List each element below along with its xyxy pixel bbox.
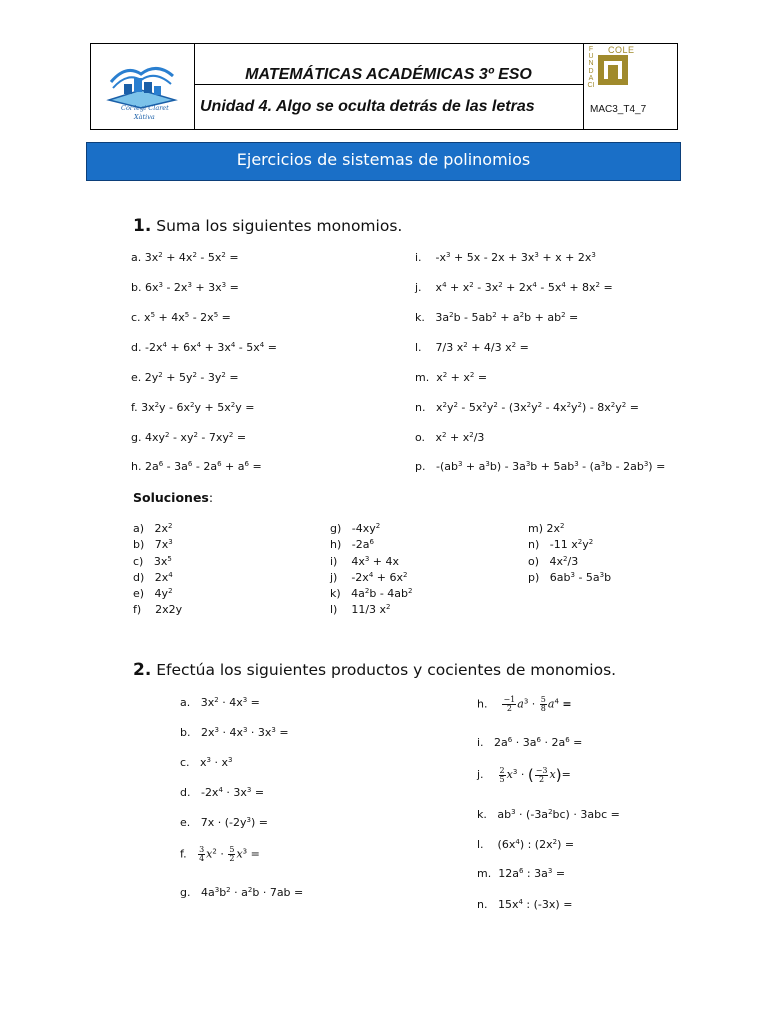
exercise-j: j. $x^4 + x^2 - 3x^2 + 2x^4 - 5x^4 + 8x^2$ = (415, 281, 613, 294)
product-c: c. $x^3 \cdot x^3$ (180, 756, 233, 769)
exercise-e: e. $2y^2 + 5y^2 - 3y^2$ = (131, 371, 239, 384)
solution-f: f) 2x2y (133, 603, 183, 617)
exercise-l: l. 7/3 $x^2 + 4/3$ $x^2$ = (415, 341, 529, 354)
product-k: k. $ab^3 \cdot (-3a^2bc) \cdot 3abc$ = (477, 808, 620, 821)
product-a: a. $3x^2 \cdot 4x^3$ = (180, 696, 260, 709)
solution-l: l) 11/3 $x^2$ (330, 603, 391, 617)
exercise-b: b. $6x^3 - 2x^3 + 3x^3$ = (131, 281, 239, 294)
exercise-k: k. $3a^2b - 5ab^2 + a^2b + ab^2$ = (415, 311, 579, 324)
seal-square-icon (598, 55, 628, 85)
section-1-title: Suma los siguientes monomios. (156, 217, 403, 235)
exercise-p: p. $-(ab^3 + a^3b) - 3a^3b + 5ab^3 - (a^3b - 2ab^3)$ = (415, 460, 666, 473)
product-l: l. $(6x^4)$ : $(2x^2)$ = (477, 838, 575, 851)
seal-side-text: FUNDACI (587, 46, 595, 90)
exercise-a: a. $3x^2 + 4x^2 - 5x^2$ = (131, 251, 239, 264)
section-2-number: 2. (133, 660, 152, 680)
title-cell (194, 44, 583, 129)
product-m: m. $12a^6$ : $3a^3$ = (477, 867, 566, 880)
solution-o: o) $4x^2/3$ (528, 554, 579, 568)
logo-text-city: Xàtiva (134, 113, 155, 121)
logo-text: Col·legi Claret (121, 104, 169, 112)
product-d: d. $-2x^4 \cdot 3x^3$ = (180, 786, 265, 799)
product-g: g. $4a^3b^2 \cdot a^2b \cdot 7ab$ = (180, 886, 304, 899)
solution-i: i) $4x^3 + 4x$ (330, 554, 400, 568)
product-f: f. $\frac{3}{4}$ $x^2$ · $\frac{5}{2}$ $x^3$ = (180, 845, 260, 863)
course-title: MATEMÁTICAS ACADÉMICAS 3º ESO (245, 66, 532, 83)
exercise-g: g. $4xy^2 - xy^2 - 7xy^2$ = (131, 431, 247, 444)
solutions-heading: Soluciones: (133, 490, 214, 505)
solution-h: h) $-2a^6$ (330, 538, 374, 552)
section-1-number: 1. (133, 216, 152, 236)
exercise-f: f. $3x^2y - 6x^2y + 5x^2y$ = (131, 401, 255, 414)
product-b: b. $2x^3 \cdot 4x^3 \cdot 3x^3$ = (180, 726, 289, 739)
solution-a: a) $2x^2$ (133, 522, 173, 535)
section-2-heading (133, 660, 616, 680)
product-e: e. $7x \cdot (-2y^3)$ = (180, 816, 269, 829)
solutions-column-1 (133, 521, 182, 619)
section-1-heading (133, 216, 402, 236)
solutions-label: Soluciones (133, 490, 209, 505)
section-banner: Ejercicios de sistemas de polinomios (86, 142, 681, 181)
section-2-title: Efectúa los siguientes productos y cocientes de monomios. (156, 661, 617, 679)
solution-j: j) $-2x^4 + 6x^2$ (330, 570, 408, 584)
exercise-n: n. $x^2y^2 - 5x^2y^2 - (3x^2y^2 - 4x^2y^2) - 8x^2y^2$ = (415, 401, 639, 414)
product-i: i. $2a^6 \cdot 3a^6 \cdot 2a^6$ = (477, 736, 583, 749)
exercise-m: m. $x^2 + x^2$ = (415, 371, 488, 384)
solution-b: b) $7x^3$ (133, 538, 173, 552)
seal-top-text: COLE (608, 45, 635, 55)
exercise-d: d. $-2x^4 + 6x^4 + 3x^4 - 5x^4$ = (131, 341, 277, 354)
solution-m: m) $2x^2$ (528, 522, 565, 535)
solution-c: c) $3x^5$ (133, 554, 172, 568)
exercise-i: i. $-x^3 + 5x - 2x + 3x^3 + x + 2x^3$ (415, 251, 596, 264)
product-n: n. $15x^4$ : (-3x) = (477, 898, 573, 911)
document-header (90, 43, 678, 130)
exercise-o: o. $x^2 + x^2/3$ (415, 431, 485, 444)
code-cell (583, 44, 679, 129)
solution-d: d) $2x^4$ (133, 570, 173, 584)
product-h: h. $\frac{-1}{2}$ $a^3$ · $\frac{5}{8}$ $a^4$ = (477, 695, 572, 713)
document-code: MAC3_T4_7 (590, 104, 647, 115)
school-logo (91, 44, 195, 129)
solution-p: p) $6ab^3 - 5a^3b$ (528, 570, 612, 584)
unit-title: Unidad 4. Algo se oculta detrás de las letras (200, 98, 535, 115)
solutions-column-2 (330, 521, 413, 619)
product-j: j. $\frac{2}{5}$ $x^3$ · ( $\frac{-3}{2}$ x)= (477, 765, 571, 784)
solution-g: g) $-4xy^2$ (330, 522, 381, 535)
solution-e: e) $4y^2$ (133, 587, 173, 601)
solutions-column-3 (528, 521, 611, 586)
exercise-c: c. $x^5 + 4x^5 - 2x^5$ = (131, 311, 231, 324)
exercise-h: h. $2a^6 - 3a^6 - 2a^6 + a^6$ = (131, 460, 262, 473)
solution-k: k) $4a^2b - 4ab^2$ (330, 587, 413, 601)
solution-n: n) -11 $x^2y^2$ (528, 538, 594, 552)
